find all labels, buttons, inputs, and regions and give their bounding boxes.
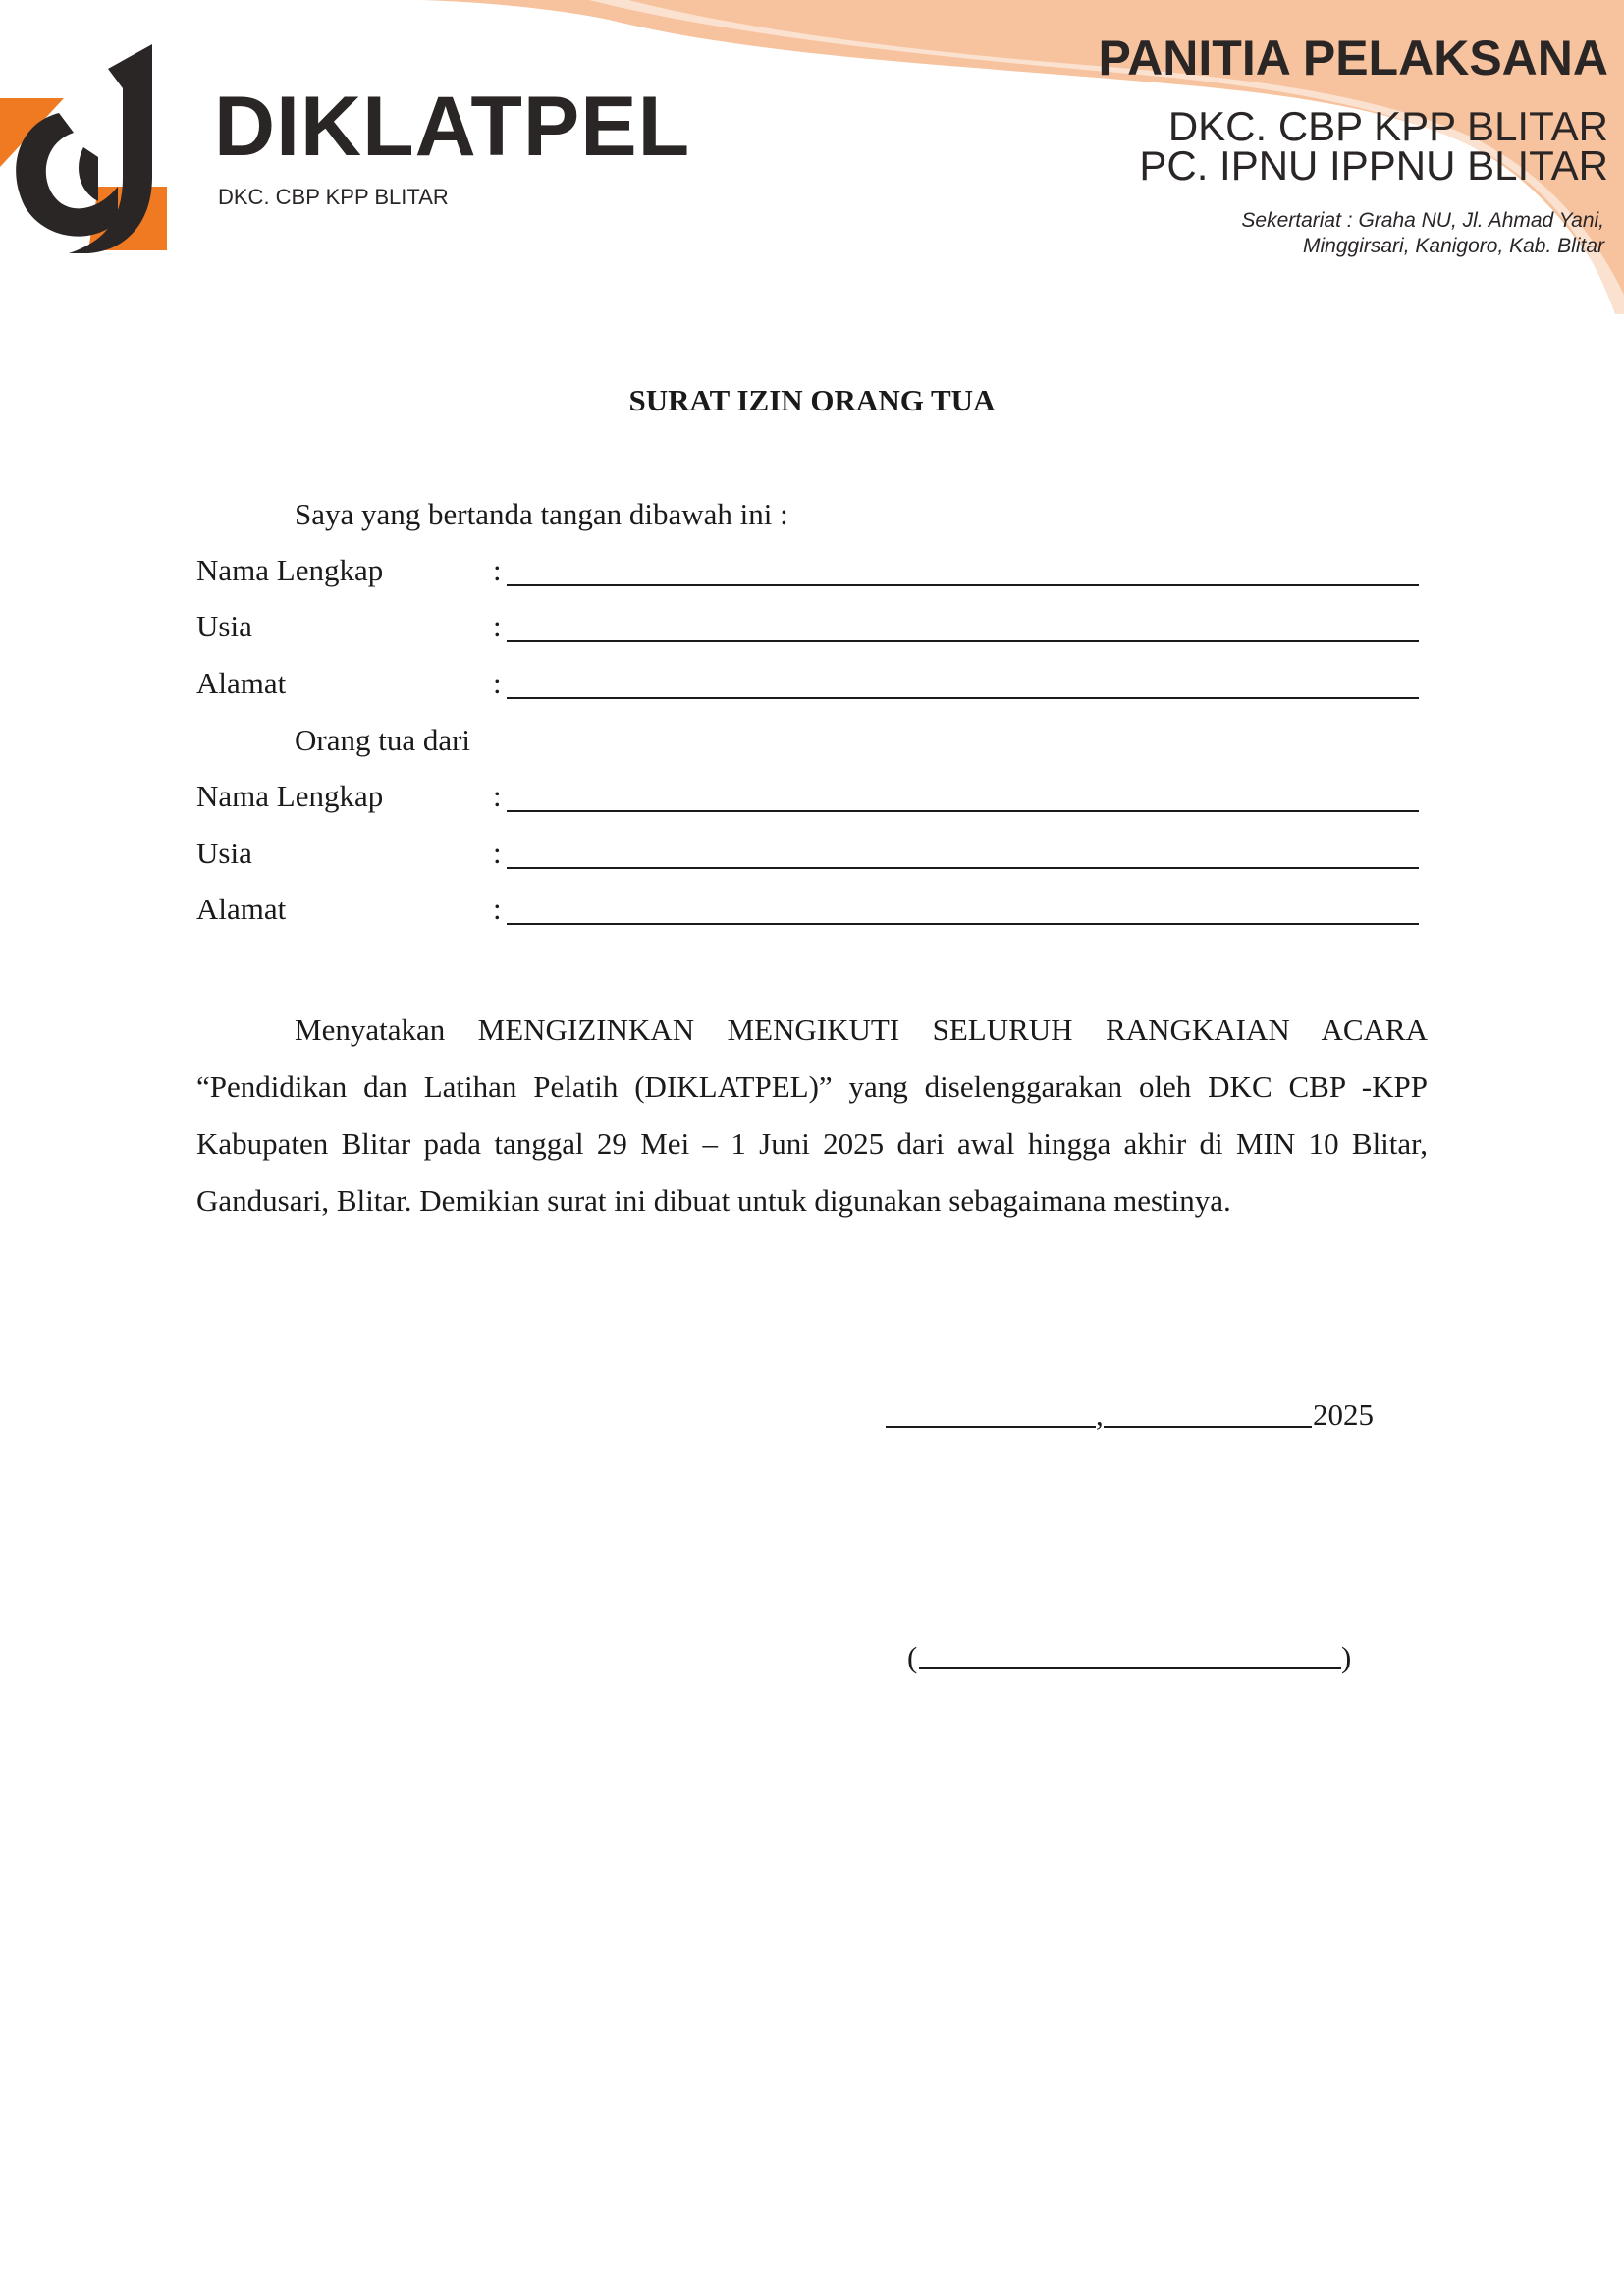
parent-address-field[interactable] xyxy=(196,668,1419,707)
logo-subtitle: DKC. CBP KPP BLITAR xyxy=(218,185,449,209)
field-label: Alamat xyxy=(196,892,287,926)
child-age-field[interactable] xyxy=(196,838,1419,877)
field-colon: : xyxy=(493,609,502,643)
parent-name-field[interactable] xyxy=(196,555,1419,594)
logo-wordmark: DIKLATPEL xyxy=(214,80,691,174)
place-blank[interactable] xyxy=(886,1426,1096,1428)
field-colon: : xyxy=(493,892,502,926)
field-colon: : xyxy=(493,666,502,700)
date-separator: , xyxy=(1096,1397,1104,1432)
organization-line-1: DKC. CBP KPP BLITAR xyxy=(1167,103,1608,149)
fill-in-line[interactable] xyxy=(507,810,1419,812)
fill-in-line[interactable] xyxy=(507,867,1419,869)
field-label: Alamat xyxy=(196,666,287,700)
parent-age-field[interactable] xyxy=(196,611,1419,650)
secretariat-address-line-1: Sekertariat : Graha NU, Jl. Ahmad Yani, xyxy=(1241,209,1604,232)
child-intro-text: Orang tua dari xyxy=(295,723,471,757)
organization-line-2: PC. IPNU IPPNU BLITAR xyxy=(1139,142,1608,189)
child-address-field[interactable] xyxy=(196,894,1419,933)
field-label: Usia xyxy=(196,836,252,870)
signature-open-paren: ( xyxy=(907,1640,918,1674)
field-colon: : xyxy=(493,836,502,870)
fill-in-line[interactable] xyxy=(507,697,1419,699)
field-label: Nama Lengkap xyxy=(196,553,384,587)
committee-title: PANITIA PELAKSANA xyxy=(1098,30,1608,85)
field-label: Usia xyxy=(196,609,252,643)
fill-in-line[interactable] xyxy=(507,923,1419,925)
signature-close-paren: ) xyxy=(1341,1640,1352,1674)
secretariat-address-line-2: Minggirsari, Kanigoro, Kab. Blitar xyxy=(1303,235,1604,257)
document-title: SURAT IZIN ORANG TUA xyxy=(628,383,996,417)
field-label: Nama Lengkap xyxy=(196,779,384,813)
child-name-field[interactable] xyxy=(196,781,1419,820)
intro-text: Saya yang bertanda tangan dibawah ini : xyxy=(295,497,788,531)
diklatpel-logo-icon xyxy=(0,39,172,255)
field-colon: : xyxy=(493,553,502,587)
fill-in-line[interactable] xyxy=(507,640,1419,642)
date-blank[interactable] xyxy=(1104,1426,1312,1428)
fill-in-line[interactable] xyxy=(507,584,1419,586)
field-colon: : xyxy=(493,779,502,813)
date-year: 2025 xyxy=(1313,1397,1374,1432)
permission-statement: Menyatakan MENGIZINKAN MENGIKUTI SELURUH RANGKAIAN ACARA “Pendidikan dan Latihan Pelatih (DIKLATPEL)” yang diselenggarakan oleh DKC CBP -KPP Kabupaten Blitar pada tanggal 29 Mei – 1 Juni 2025 dari awal hingga akhir di MIN 10 Blitar, Gandusari, Blitar. Demikian surat ini dibuat untuk digunakan sebagaimana mestinya. xyxy=(196,1012,1428,1218)
signature-blank[interactable] xyxy=(919,1667,1341,1669)
